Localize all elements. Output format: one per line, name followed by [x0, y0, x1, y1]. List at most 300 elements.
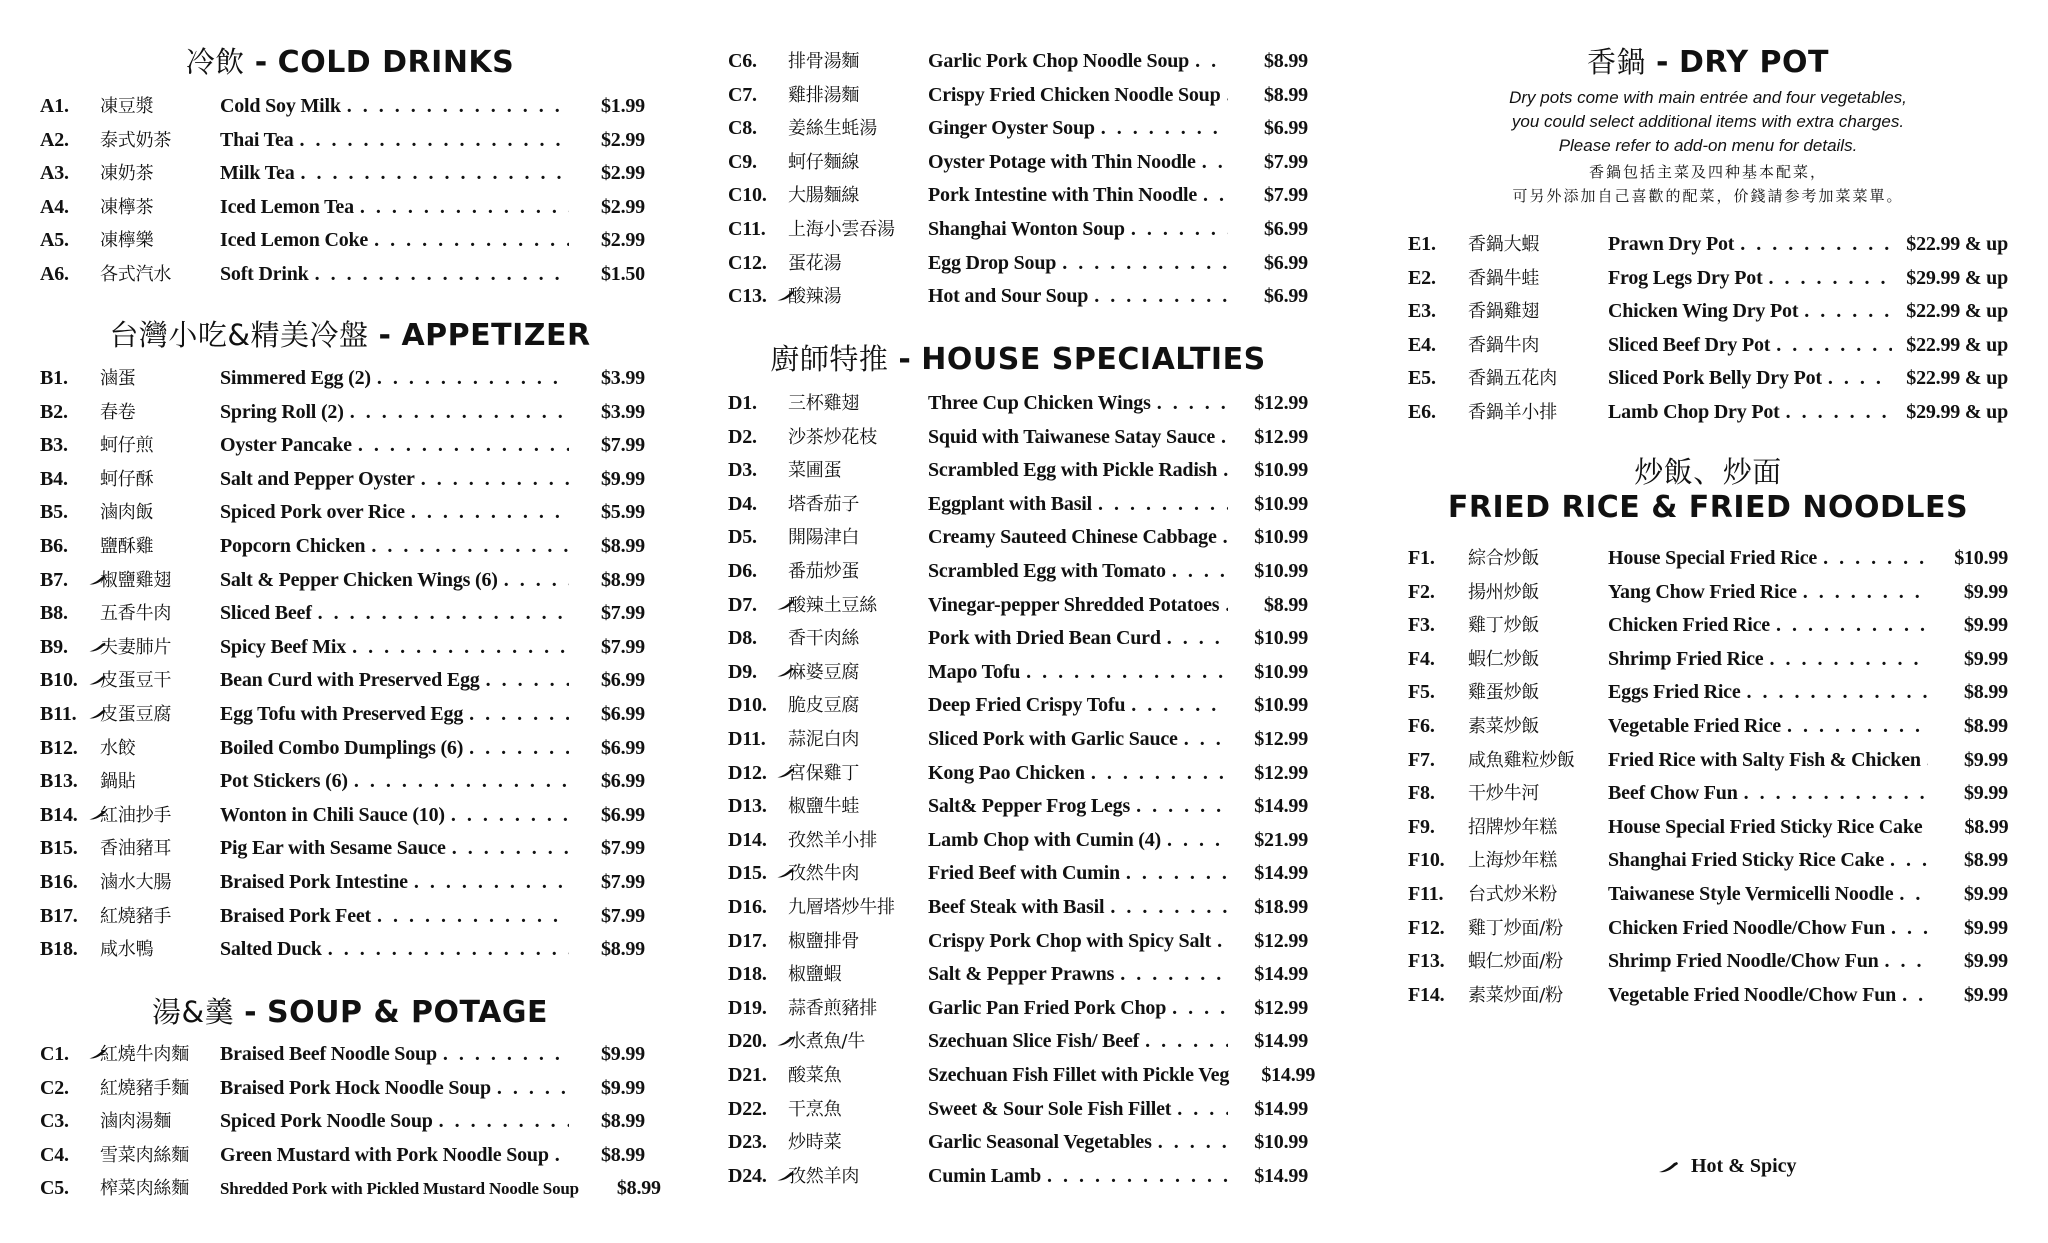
menu-item-b13: [40, 767, 645, 795]
item-name-chinese: 紅燒豬手: [100, 905, 172, 927]
leader-dots: [486, 669, 569, 692]
leader-dots: [452, 837, 569, 860]
item-price: $10.99: [1254, 560, 1308, 582]
item-name: Braised Beef Noodle Soup: [220, 1043, 437, 1065]
menu-item-d21: [728, 1061, 1316, 1089]
item-price: $8.99: [1263, 83, 1308, 106]
leader-dots: [443, 1043, 569, 1066]
item-name: Oyster Pancake: [220, 434, 352, 457]
menu-item-c13: [728, 282, 1308, 310]
item-code: B1.: [40, 367, 68, 389]
menu-item-b18: [40, 935, 645, 963]
item-name: Deep Fried Crispy Tofu: [928, 694, 1126, 717]
item-price: $7.99: [600, 635, 645, 658]
menu-item-e1: [1408, 230, 2008, 258]
item-code: B8.: [40, 602, 68, 625]
menu-item-f1: [1408, 544, 2008, 572]
item-name-chinese: 蒜泥白肉: [788, 729, 860, 750]
menu-item-f11: [1408, 880, 2008, 908]
chili-pepper-icon: [88, 708, 100, 724]
item-name: Kong Pao Chicken: [928, 761, 1085, 784]
item-code: D4.: [728, 492, 757, 515]
leader-dots: [439, 1110, 569, 1133]
leader-dots: [555, 1144, 569, 1167]
menu-item-c7: [728, 81, 1308, 109]
item-code: F9.: [1408, 815, 1435, 838]
item-price: $9.99: [1963, 916, 2008, 939]
item-name: Mapo Tofu: [928, 660, 1021, 683]
item-name: Pig Ear with Sesame Sauce: [220, 837, 446, 860]
item-name: Cumin Lamb: [928, 1164, 1042, 1187]
item-price: $6.99: [600, 736, 645, 759]
item-code: B4.: [40, 467, 68, 490]
item-code: A3.: [40, 162, 69, 185]
item-name: Prawn Dry Pot: [1608, 233, 1735, 255]
item-name-chinese: 綜合炒飯: [1468, 548, 1540, 569]
item-name-chinese: 宮保雞丁: [788, 762, 860, 784]
leader-dots: [1221, 426, 1228, 449]
leader-dots: [1885, 950, 1928, 973]
leader-dots: [350, 401, 569, 424]
dry-pot-note: Dry pots come with main entrée and four vegetables, you could select additional items with extra charges. Please refer to add-on menu for details.: [1509, 88, 1907, 155]
item-name-chinese: 咸水鴨: [100, 939, 154, 961]
item-price: $8.99: [1263, 593, 1308, 616]
item-name: Three Cup Chicken Wings: [928, 392, 1151, 414]
item-price: $7.99: [1263, 184, 1308, 207]
item-code: D24.: [728, 1164, 767, 1187]
leader-dots: [377, 367, 569, 390]
item-name-chinese: 滷水大腸: [100, 872, 172, 893]
item-price: $14.99: [1261, 1064, 1316, 1086]
leader-dots: [1225, 594, 1228, 617]
menu-item-d22: [728, 1095, 1308, 1123]
item-price: $8.99: [616, 1177, 661, 1200]
item-name: Crispy Pork Chop with Spicy Salt: [928, 929, 1212, 952]
item-price: $8.99: [1263, 50, 1308, 72]
item-name-chinese: 紅燒牛肉麵: [100, 1044, 189, 1065]
item-code: E1.: [1408, 233, 1436, 255]
item-code: F3.: [1408, 614, 1435, 637]
item-code: F10.: [1408, 849, 1445, 872]
menu-column-middle: [728, 0, 1338, 1243]
leader-dots: [1120, 963, 1228, 986]
item-price: $6.99: [600, 669, 645, 692]
item-name: Szechuan Slice Fish/ Beef: [928, 1030, 1140, 1053]
menu-item-d7: [728, 591, 1308, 619]
item-name-chinese: 蚵仔酥: [100, 468, 154, 490]
item-code: D7.: [728, 593, 757, 616]
item-name-chinese: 九層塔炒牛排: [788, 897, 895, 918]
item-code: D5.: [728, 526, 757, 549]
leader-dots: [1145, 1030, 1228, 1053]
item-code: B12.: [40, 736, 78, 759]
item-name-chinese: 菜圃蛋: [788, 460, 842, 482]
leader-dots: [1131, 694, 1228, 717]
item-code: D20.: [728, 1030, 767, 1053]
item-price: $8.99: [1963, 715, 2008, 737]
item-name-chinese: 揚州炒飯: [1468, 581, 1540, 603]
item-name-chinese: 雞蛋炒飯: [1468, 682, 1540, 704]
menu-item-f12: [1408, 914, 2008, 942]
menu-item-b7: [40, 566, 645, 594]
leader-dots: [1891, 917, 1928, 940]
menu-item-a5: [40, 226, 645, 254]
item-code: F8.: [1408, 782, 1435, 805]
item-code: D12.: [728, 761, 767, 784]
item-name-chinese: 酸辣土豆絲: [788, 594, 877, 616]
item-name: Vegetable Fried Noodle/Chow Fun: [1608, 983, 1897, 1006]
item-name: Sliced Beef Dry Pot: [1608, 333, 1771, 356]
item-code: F14.: [1408, 983, 1445, 1006]
item-name-chinese: 沙茶炒花枝: [788, 426, 877, 448]
chili-pepper-icon: [776, 1035, 788, 1051]
item-code: B15.: [40, 837, 78, 860]
item-name: Shrimp Fried Noodle/Chow Fun: [1608, 950, 1879, 973]
item-name-chinese: 皮蛋豆干: [100, 670, 172, 692]
item-code: F2.: [1408, 580, 1435, 603]
item-name: Simmered Egg (2): [220, 367, 371, 389]
item-code: C10.: [728, 184, 767, 207]
item-price: $10.99: [1254, 660, 1308, 683]
item-price: $7.99: [600, 434, 645, 457]
item-name-chinese: 凍豆漿: [100, 96, 154, 117]
menu-item-b2: [40, 398, 645, 426]
item-price: $6.99: [1263, 117, 1308, 140]
item-code: B6.: [40, 535, 68, 557]
item-name-chinese: 凍奶茶: [100, 163, 154, 185]
item-name-chinese: 皮蛋豆腐: [100, 704, 172, 725]
leader-dots: [1803, 581, 1928, 604]
item-price: $6.99: [1263, 251, 1308, 274]
item-name: Bean Curd with Preserved Egg: [220, 669, 480, 692]
item-name-chinese: 開陽津白: [788, 527, 860, 549]
item-name: Salted Duck: [220, 938, 322, 961]
item-code: B16.: [40, 871, 78, 893]
item-name-chinese: 素菜炒面/粉: [1468, 984, 1563, 1006]
section-title-dry-pot: 香鍋 - DRY POT: [1587, 45, 1829, 80]
item-name: Taiwanese Style Vermicelli Noodle: [1608, 883, 1894, 905]
item-price: $9.99: [600, 1076, 645, 1099]
item-name-chinese: 滷蛋: [100, 368, 136, 389]
chili-pepper-icon: [88, 574, 100, 590]
item-price: $18.99: [1254, 896, 1308, 918]
menu-item-c1: [40, 1040, 645, 1068]
menu-item-c10: [728, 181, 1308, 209]
menu-item-c6: [728, 47, 1308, 75]
item-code: D19.: [728, 996, 767, 1019]
item-price: $7.99: [600, 904, 645, 927]
item-code: B13.: [40, 770, 78, 793]
menu-item-b11: [40, 700, 645, 728]
leader-dots: [1769, 648, 1928, 671]
item-code: E4.: [1408, 333, 1436, 356]
item-code: F6.: [1408, 715, 1435, 737]
leader-dots: [451, 804, 569, 827]
item-name-chinese: 排骨湯麵: [788, 51, 860, 72]
leader-dots: [1172, 997, 1228, 1020]
item-name-chinese: 椒鹽蝦: [788, 964, 842, 986]
menu-item-e6: [1408, 398, 2008, 426]
item-code: C7.: [728, 83, 757, 106]
leader-dots: [469, 737, 569, 760]
item-code: E2.: [1408, 266, 1436, 289]
item-name: Beef Chow Fun: [1608, 782, 1738, 805]
item-code: C12.: [728, 251, 767, 274]
item-code: C6.: [728, 50, 757, 72]
item-price: $9.99: [1963, 883, 2008, 905]
menu-item-b5: [40, 498, 645, 526]
item-name: Salt & Pepper Chicken Wings (6): [220, 568, 498, 591]
item-code: D15.: [728, 862, 767, 885]
leader-dots: [1094, 285, 1228, 308]
item-name: Fried Beef with Cumin: [928, 862, 1120, 885]
item-code: D11.: [728, 728, 766, 750]
item-price: $8.99: [600, 938, 645, 961]
item-price: $7.99: [600, 602, 645, 625]
item-code: D3.: [728, 459, 757, 482]
item-name: Pork Intestine with Thin Noodle: [928, 184, 1198, 207]
leader-dots: [1172, 560, 1228, 583]
item-name: Green Mustard with Pork Noodle Soup: [220, 1143, 549, 1166]
item-name-chinese: 香鍋五花肉: [1468, 368, 1557, 390]
item-name-chinese: 椒鹽排骨: [788, 930, 860, 952]
menu-item-d6: [728, 557, 1308, 585]
item-name-chinese: 酸菜魚: [788, 1065, 842, 1086]
item-name-chinese: 香鍋雞翅: [1468, 301, 1540, 323]
menu-item-f13: [1408, 947, 2008, 975]
item-code: D16.: [728, 896, 767, 918]
item-name-chinese: 夫妻肺片: [100, 636, 172, 658]
item-code: D23.: [728, 1131, 767, 1154]
menu-item-b16: [40, 868, 645, 896]
item-code: D10.: [728, 694, 767, 717]
item-code: D6.: [728, 560, 757, 582]
item-price: $10.99: [1954, 547, 2008, 569]
menu-item-d15: [728, 859, 1308, 887]
item-price: $22.99 & up: [1906, 367, 2008, 390]
item-name: Braised Pork Feet: [220, 904, 372, 927]
leader-dots: [301, 162, 569, 185]
item-name-chinese: 鹽酥雞: [100, 536, 154, 557]
item-code: B14.: [40, 803, 78, 826]
item-price: $10.99: [1254, 459, 1308, 482]
chili-pepper-icon: [1658, 1155, 1685, 1177]
menu-item-c4: [40, 1141, 645, 1169]
menu-item-a4: [40, 193, 645, 221]
leader-dots: [1769, 267, 1892, 290]
leader-dots: [1167, 829, 1228, 852]
item-code: C5.: [40, 1177, 69, 1200]
menu-item-d11: [728, 725, 1308, 753]
item-code: C4.: [40, 1143, 69, 1166]
item-price: $22.99 & up: [1906, 233, 2008, 255]
item-name-chinese: 雞丁炒飯: [1468, 615, 1540, 637]
item-code: C1.: [40, 1043, 69, 1065]
item-name-chinese: 滷肉湯麵: [100, 1111, 172, 1133]
item-name-chinese: 脆皮豆腐: [788, 695, 860, 717]
item-price: $12.99: [1254, 996, 1308, 1019]
item-name-chinese: 鍋貼: [100, 771, 136, 793]
item-name: Spring Roll (2): [220, 400, 344, 423]
item-name-chinese: 凍檸茶: [100, 196, 154, 218]
leader-dots: [1184, 728, 1228, 751]
item-name-chinese: 台式炒米粉: [1468, 884, 1557, 905]
item-name: Milk Tea: [220, 162, 295, 185]
item-name-chinese: 酸辣湯: [788, 286, 842, 308]
item-price: $3.99: [600, 367, 645, 389]
item-code: D1.: [728, 392, 757, 414]
item-price: $21.99: [1254, 828, 1308, 851]
item-name-chinese: 泰式奶茶: [100, 129, 172, 151]
item-price: $8.99: [600, 1110, 645, 1133]
menu-item-d14: [728, 826, 1308, 854]
item-name: Beef Steak with Basil: [928, 896, 1105, 918]
item-code: D22.: [728, 1097, 767, 1120]
menu-item-c3: [40, 1107, 645, 1135]
leader-dots: [1110, 896, 1228, 919]
item-code: D21.: [728, 1064, 767, 1086]
item-code: D18.: [728, 963, 767, 986]
item-code: A4.: [40, 195, 69, 218]
item-name: Egg Tofu with Preserved Egg: [220, 703, 464, 725]
item-code: D2.: [728, 425, 757, 448]
item-name-chinese: 香鍋牛蛙: [1468, 267, 1540, 289]
item-code: D14.: [728, 828, 767, 851]
item-name-chinese: 雞排湯麵: [788, 84, 860, 106]
menu-item-b1: [40, 364, 645, 392]
item-price: $8.99: [1964, 815, 2009, 838]
item-price: $7.99: [600, 837, 645, 860]
item-name: Garlic Seasonal Vegetables: [928, 1131, 1152, 1154]
section-title-fried-zh: 炒飯、炒面: [1634, 455, 1782, 489]
item-price: $9.99: [1963, 614, 2008, 637]
item-code: B3.: [40, 434, 68, 457]
menu-item-b17: [40, 902, 645, 930]
item-code: D17.: [728, 929, 767, 952]
leader-dots: [374, 229, 569, 252]
chili-pepper-icon: [776, 767, 788, 783]
item-code: B18.: [40, 938, 78, 961]
item-name: Oyster Potage with Thin Noodle: [928, 150, 1196, 173]
menu-column-right: [1408, 0, 2028, 1243]
menu-item-c12: [728, 249, 1308, 277]
item-price: $3.99: [600, 400, 645, 423]
item-name-chinese: 麻婆豆腐: [788, 661, 860, 683]
item-name: Iced Lemon Tea: [220, 195, 354, 218]
leader-dots: [1747, 681, 1928, 704]
item-name: Garlic Pan Fried Pork Chop: [928, 996, 1167, 1019]
item-name: Soft Drink: [220, 263, 309, 285]
section-title-fried-en: FRIED RICE & FRIED NOODLES: [1447, 490, 1969, 525]
leader-dots: [1744, 782, 1928, 805]
item-price: $9.99: [1963, 950, 2008, 973]
item-name-chinese: 炒時菜: [788, 1132, 842, 1154]
leader-dots: [347, 95, 569, 118]
item-price: $14.99: [1254, 963, 1308, 986]
item-name-chinese: 椒鹽牛蛙: [788, 796, 860, 818]
item-name-chinese: 紅油抄手: [100, 804, 172, 826]
item-price: $9.99: [1963, 647, 2008, 670]
menu-item-f10: [1408, 846, 2008, 874]
item-code: D8.: [728, 627, 757, 650]
item-name: Pork with Dried Bean Curd: [928, 627, 1161, 650]
item-price: $9.99: [1963, 580, 2008, 603]
section-title-soup: 湯&羹 - SOUP & POTAGE: [151, 995, 549, 1030]
item-price: $6.99: [600, 770, 645, 793]
item-name: House Special Fried Rice: [1608, 547, 1818, 569]
item-price: $12.99: [1254, 392, 1308, 414]
item-code: A6.: [40, 263, 69, 285]
item-name-chinese: 上海炒年糕: [1468, 850, 1557, 872]
menu-item-d10: [728, 691, 1308, 719]
leader-dots: [1098, 493, 1228, 516]
leader-dots: [358, 434, 569, 457]
item-code: C3.: [40, 1110, 69, 1133]
item-name: Egg Drop Soup: [928, 251, 1057, 274]
item-name-chinese: 蚵仔煎: [100, 435, 154, 457]
item-name: Hot and Sour Soup: [928, 285, 1089, 308]
item-name: Pot Stickers (6): [220, 770, 348, 793]
leader-dots: [1828, 367, 1892, 390]
item-code: B17.: [40, 904, 78, 927]
item-price: $29.99 & up: [1906, 266, 2008, 289]
item-price: $6.99: [600, 803, 645, 826]
leader-dots: [371, 535, 569, 558]
leader-dots: [1899, 883, 1928, 906]
item-price: $29.99 & up: [1906, 401, 2008, 423]
menu-item-d3: [728, 456, 1308, 484]
item-name: Fried Rice with Salty Fish & Chicken: [1608, 748, 1921, 771]
menu-item-d24: [728, 1162, 1308, 1190]
leader-dots: [1047, 1165, 1228, 1188]
item-price: $7.99: [1263, 150, 1308, 173]
item-name-chinese: 各式汽水: [100, 264, 172, 285]
section-title-cold-drinks: 冷飲 - COLD DRINKS: [185, 45, 515, 80]
item-name-chinese: 三杯雞翅: [788, 393, 860, 414]
leader-dots: [1177, 1098, 1228, 1121]
leader-dots: [1202, 151, 1228, 174]
item-code: F4.: [1408, 647, 1435, 670]
item-name: Shredded Pork with Pickled Mustard Noodle Soup: [220, 1179, 579, 1199]
item-name: Scrambled Egg with Tomato: [928, 560, 1166, 582]
item-name: Sliced Pork Belly Dry Pot: [1608, 367, 1822, 390]
menu-item-b6: [40, 532, 645, 560]
item-price: $10.99: [1254, 492, 1308, 515]
leader-dots: [1223, 526, 1228, 549]
item-name-chinese: 香鍋牛肉: [1468, 334, 1540, 356]
menu-item-d20: [728, 1027, 1308, 1055]
leader-dots: [1195, 50, 1228, 73]
item-name-chinese: 姜絲生蚝湯: [788, 118, 877, 140]
item-price: $9.99: [600, 467, 645, 490]
item-name: Vegetable Fried Rice: [1608, 715, 1781, 737]
chili-pepper-icon: [776, 1170, 788, 1186]
leader-dots: [1786, 401, 1892, 424]
menu-item-d5: [728, 523, 1308, 551]
leader-dots: [1804, 300, 1892, 323]
item-name-chinese: 蒜香煎豬排: [788, 997, 877, 1019]
item-name: Braised Pork Hock Noodle Soup: [220, 1076, 491, 1099]
item-code: C11.: [728, 218, 766, 240]
leader-dots: [414, 871, 569, 894]
menu-item-f3: [1408, 611, 2008, 639]
menu-item-b10: [40, 666, 645, 694]
item-name: Garlic Pork Chop Noodle Soup: [928, 50, 1190, 72]
item-code: F1.: [1408, 547, 1435, 569]
item-price: $14.99: [1254, 862, 1308, 885]
chili-pepper-icon: [776, 290, 788, 306]
item-price: $9.99: [1963, 782, 2008, 805]
